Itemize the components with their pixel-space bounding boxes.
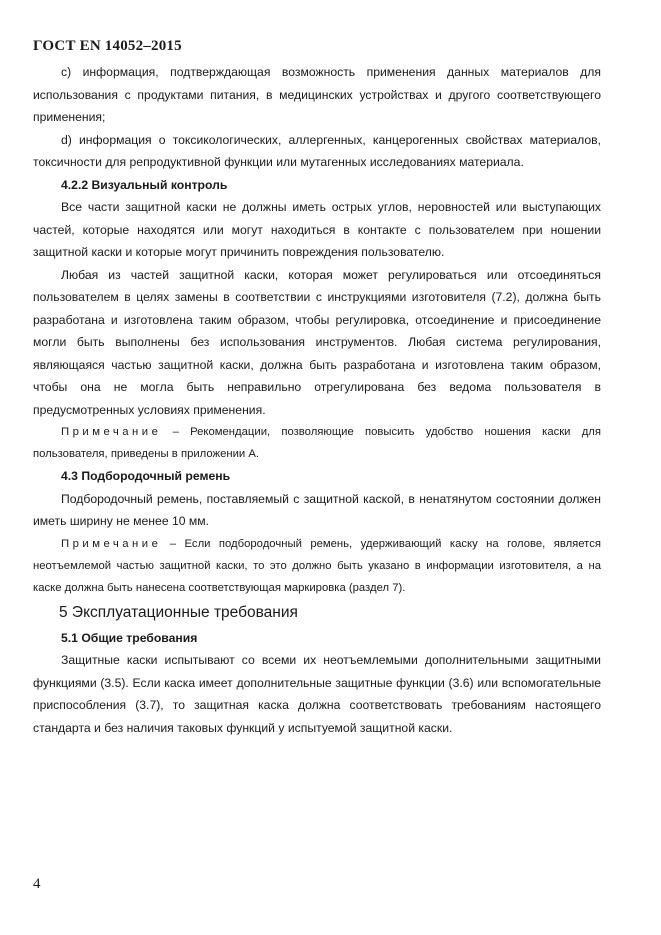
page-body	[33, 61, 601, 739]
list-item-d: d) информация о токсикологических, аллергенных, канцерогенных свойствах материалов, токсичности для репродуктивной функции или мутагенных исследованиях материала.	[33, 132, 601, 169]
section-4-3-heading: 4.3 Подбородочный ремень	[61, 469, 231, 483]
section-5-1-heading: 5.1 Общие требования	[61, 630, 198, 645]
section-4-2-2-heading: 4.2.2 Визуальный контроль	[61, 177, 228, 192]
section-5-heading: 5 Эксплуатационные требования	[59, 603, 298, 621]
section-4-3-note	[33, 533, 601, 599]
section-5-1-paragraph-1: Защитные каски испытывают со всеми их неотъемлемыми дополнительными защитными функциями (3.5). Если каска имеет дополнительные защитные функции (3.6) или вспомогательные приспособления (3.7), то защитная каска должна соответствовать требованиям настоящего стандарта и без наличия таковых функций у испытуемой защитной каски.	[33, 653, 601, 735]
section-4-2-2-paragraph-1: Все части защитной каски не должны иметь острых углов, неровностей или выступающих частей, которые находятся или могут находиться в контакте с пользователем при ношении защитной каски и которые могут причинить повреждения пользователю.	[33, 200, 601, 259]
page-number: 4	[33, 876, 41, 892]
section-4-3-paragraph-1: Подбородочный ремень, поставляемый с защитной каской, в ненатянутом состоянии должен иметь ширину не менее 10 мм.	[33, 491, 601, 528]
note-label: Примечание	[61, 426, 162, 438]
note-text: – Рекомендации, позволяющие повысить удобство ношения каски для пользователя, приведены в приложении А.	[33, 426, 601, 460]
note-text: – Если подбородочный ремень, удерживающий каску на голове, является неотъемлемой частью защитной каски, то это должно быть указано в информации изготовителя, а на каске должна быть нанесена соответствующая маркировка (раздел 7).	[33, 537, 601, 594]
list-item-c: c) информация, подтверждающая возможность применения данных материалов для использования с продуктами питания, в медицинских устройствах и другого соответствующего применения;	[33, 65, 601, 124]
standard-header: ГОСТ EN 14052–2015	[33, 38, 182, 54]
section-4-2-2-paragraph-2: Любая из частей защитной каски, которая может регулироваться или отсоединяться пользователем в целях замены в соответствии с инструкциями изготовителя (7.2), должна быть разработана и изготовлена таким образом, чтобы регулировка, отсоединение и присоединение могли быть выполнены без использования инструментов. Любая система регулирования, являющаяся частью защитной каски, должна быть разработана и изготовлена таким образом, чтобы она не могла быть неправильно отрегулирована без ведома пользователя в предусмотренных условиях применения.	[33, 267, 601, 417]
note-label: Примечание	[61, 537, 162, 550]
section-4-2-2-note	[33, 421, 601, 465]
